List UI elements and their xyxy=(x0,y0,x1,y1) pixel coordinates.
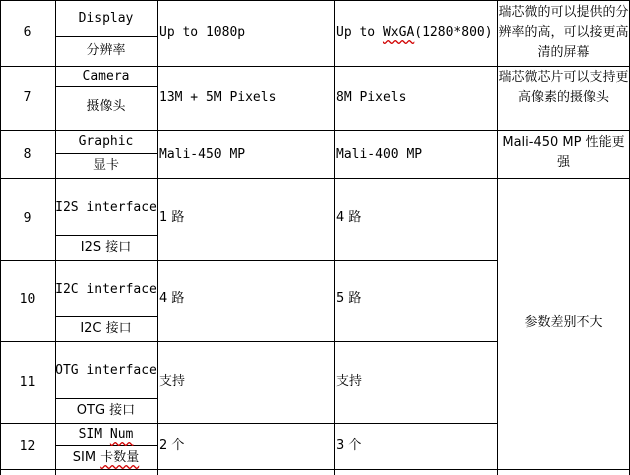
row-number: 11 xyxy=(19,375,36,390)
row-number: 12 xyxy=(19,439,36,454)
feature-name-en: OTG interface xyxy=(55,363,157,378)
merged-remark-text: 参数差别不大 xyxy=(524,315,603,330)
rk-value: Up to 1080p xyxy=(159,25,246,40)
feature-name-cn: SIM 卡数量 xyxy=(72,450,140,465)
column-line xyxy=(157,0,158,475)
feature-name-cn: OTG 接口 xyxy=(76,403,136,418)
other-value: 3 个 xyxy=(336,438,362,453)
column-line xyxy=(0,0,1,475)
other-value: Up to WxGA(1280*800) xyxy=(336,25,493,40)
cell-split-line xyxy=(55,86,157,87)
remark-text: 瑞芯微芯片可以支持更高像素的摄像头 xyxy=(498,70,629,105)
feature-name-cn: 摄像头 xyxy=(86,99,126,114)
rk-value: 1 路 xyxy=(159,210,185,225)
feature-name-en: Camera xyxy=(82,69,130,84)
row-number: 7 xyxy=(23,90,32,105)
other-value: 支持 xyxy=(336,374,363,389)
rk-value: Mali-450 MP xyxy=(159,147,246,162)
rk-value: 支持 xyxy=(159,374,186,389)
feature-name-en: Display xyxy=(78,11,134,26)
row-number: 10 xyxy=(19,292,36,307)
row-number: 9 xyxy=(23,211,32,226)
feature-name-en: I2S interface xyxy=(55,200,157,215)
cell-split-line xyxy=(55,445,157,446)
row-line xyxy=(0,469,630,470)
rk-value: 2 个 xyxy=(159,438,185,453)
feature-name-en: I2C interface xyxy=(55,282,157,297)
cell-split-line xyxy=(55,36,157,37)
spellcheck-word: WxGA xyxy=(382,25,415,40)
cell-split-line xyxy=(55,153,157,154)
column-line xyxy=(334,0,335,475)
row-line xyxy=(0,130,630,131)
cell-split-line xyxy=(55,316,157,317)
other-value: 4 路 xyxy=(336,210,362,225)
other-value: 5 路 xyxy=(336,291,362,306)
other-value: Mali-400 MP xyxy=(336,147,423,162)
cell-split-line xyxy=(55,398,157,399)
rk-value: 4 路 xyxy=(159,291,185,306)
feature-name-cn: 分辨率 xyxy=(86,43,126,58)
row-number: 6 xyxy=(23,25,32,40)
row-line xyxy=(0,260,497,261)
rk-value: 13M + 5M Pixels xyxy=(159,90,277,105)
feature-name-cn: I2C 接口 xyxy=(80,321,132,336)
spellcheck-word: Num xyxy=(109,427,134,442)
spellcheck-word: 卡数量 xyxy=(100,450,140,465)
remark-text: 瑞芯微的可以提供的分辨率的高，可以接更高清的屏幕 xyxy=(498,5,629,60)
feature-name-en: Graphic xyxy=(78,134,134,149)
row-line xyxy=(0,341,497,342)
row-line xyxy=(0,178,630,179)
remark-text: Mali-450 MP 性能更强 xyxy=(502,135,625,170)
row-number: 8 xyxy=(23,147,32,162)
feature-name-cn: I2S 接口 xyxy=(80,240,132,255)
row-line xyxy=(0,423,497,424)
cell-split-line xyxy=(55,235,157,236)
other-value: 8M Pixels xyxy=(336,90,407,105)
feature-name-cn: 显卡 xyxy=(92,158,119,173)
row-line xyxy=(0,0,630,1)
feature-name-en: SIM Num xyxy=(78,427,134,442)
